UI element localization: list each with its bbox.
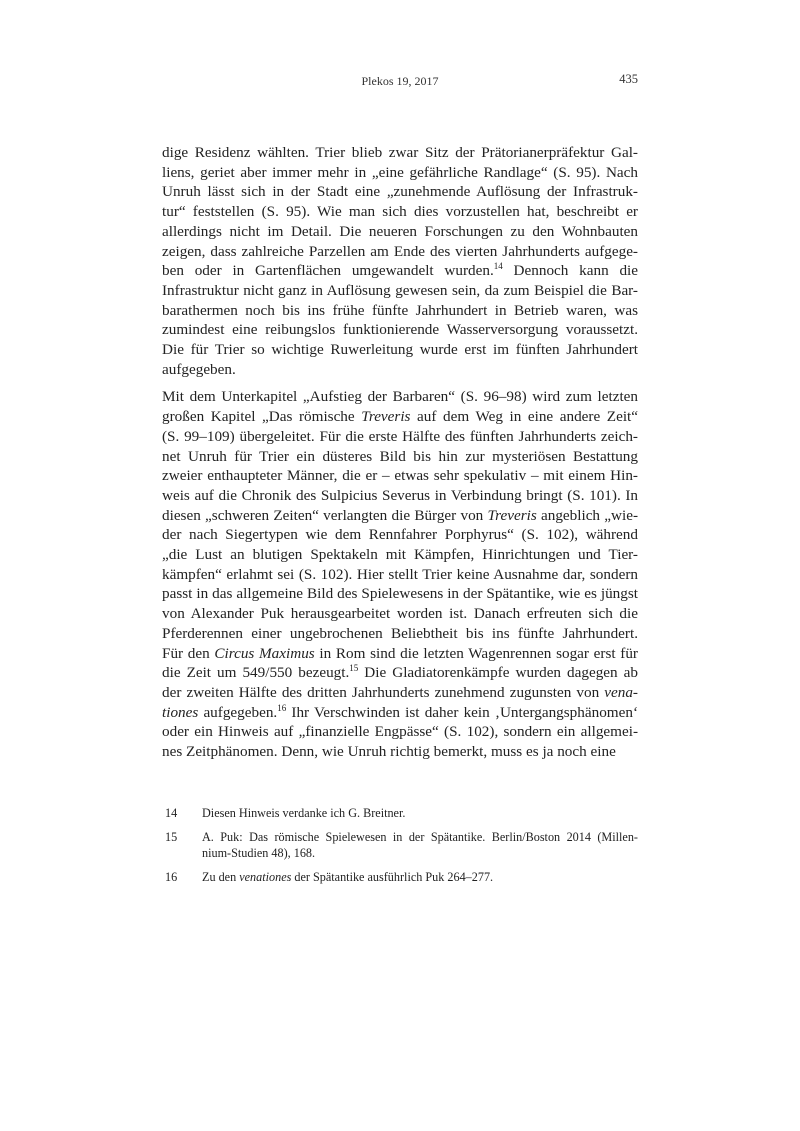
text-line: nium-Studien 48), 168.: [202, 846, 316, 860]
text-line: aufgegeben.: [162, 360, 236, 378]
footnote-16: [165, 869, 638, 885]
page-number: 435: [619, 72, 638, 86]
footnote-15: [165, 829, 638, 861]
text-line: Infrastruktur nicht ganz in Auflösung gewesen sein, da zum Beispiel die Bar-: [162, 281, 638, 299]
text-line: passt in das allgemeine Bild des Spielewesens in der Spätantike, wie es jüngst: [162, 585, 638, 603]
text-line: diesen „schweren Zeiten“ verlangten die Bürger von Treveris angeblich „wie-: [162, 506, 639, 524]
italic-term: Treveris: [361, 408, 411, 426]
text-line: tur“ feststellen (S. 95). Wie man sich dies vorzustellen hat, beschreibt er: [162, 203, 638, 221]
footnote-text: [202, 869, 638, 885]
text-line: zweier enthaupteter Männer, die er – etwas sehr spekulativ – mit einem Hin-: [162, 467, 638, 485]
text-line: „die Lust an blutigen Spektakeln mit Kämpfen, Hinrichtungen und Tier-: [162, 546, 638, 564]
page-header: [0, 74, 800, 94]
text-line: A. Puk: Das römische Spielewesen in der Spätantike. Berlin/Boston 2014 (Millen-: [202, 830, 638, 844]
text-line: der nach Siegertypen wie dem Rennfahrer Porphyrus“ (S. 102), während: [162, 526, 638, 544]
text-line: dige Residenz wählten. Trier blieb zwar Sitz der Prätorianerpräfektur Gal-: [162, 144, 638, 161]
italic-term: Treveris: [487, 506, 537, 524]
text-line: liens, geriet aber immer mehr in „eine gefährliche Randlage“ (S. 95). Nach: [162, 163, 638, 181]
footnote-ref: 14: [493, 261, 503, 272]
text-line: ben oder in Gartenflächen umgewandelt wurden.$^{14}$ Dennoch kann die: [162, 261, 639, 280]
text-line: zumindest eine reibungslos funktionierende Wasserversorgung voraussetzt.: [162, 321, 638, 339]
text-line: Die für Trier so wichtige Ruwerleitung wurde erst im fünften Jahrhundert: [162, 341, 638, 359]
footnote-text: [202, 805, 638, 821]
text-line: zeigen, dass zahlreiche Parzellen am Ende des vierten Jahrhunderts aufgege-: [162, 242, 638, 260]
footnote-number: 15: [165, 830, 178, 844]
text-line: der zweiten Hälfte des dritten Jahrhunderts zunehmend zugunsten von vena-: [162, 683, 638, 701]
body-text: [162, 143, 638, 762]
text-line: Unruh lässt sich in der Stadt eine „zunehmende Auflösung der Infrastruk-: [162, 183, 638, 201]
text-line: Pferderennen einer ungebrochenen Beliebtheit bis ins fünfte Jahrhundert.: [162, 624, 638, 642]
footnote-14: [165, 805, 638, 821]
italic-term: venationes: [239, 870, 292, 884]
text-line: Mit dem Unterkapitel „Aufstieg der Barbaren“ (S. 96–98) wird zum letzten: [162, 388, 638, 406]
footnotes: [165, 805, 638, 893]
footnote-ref: 15: [349, 663, 359, 674]
italic-term: tiones: [162, 703, 199, 721]
footnote-ref: 16: [277, 702, 287, 713]
text-line: Zu den venationes der Spätantike ausführlich Puk 264–277.: [202, 870, 494, 884]
paragraph-1: [162, 143, 638, 379]
italic-term: Circus Maximus: [214, 644, 315, 662]
text-line: weis auf die Chronik des Sulpicius Severus in Verbindung bringt (S. 101). In: [162, 486, 638, 504]
text-line: nes Zeitphänomen. Denn, wie Unruh richtig bemerkt, muss es ja noch eine: [162, 743, 616, 761]
footnote-number: 14: [165, 806, 178, 820]
text-line: allerdings nicht im Detail. Die neueren Forschungen zu den Wohnbauten: [162, 222, 638, 240]
text-line: Für den Circus Maximus in Rom sind die letzten Wagenrennen sogar erst für: [162, 644, 638, 662]
text-line: tiones aufgegeben.$^{16}$ Ihr Verschwinden ist daher kein ‚Untergangsphänomen‘: [162, 702, 638, 721]
text-line: net Unruh für Trier ein düsteres Bild bis hin zur mysteriösen Bestattung: [162, 447, 638, 465]
paragraph-2: [162, 387, 638, 761]
text-line: barathermen noch bis ins frühe fünfte Jahrhundert in Betrieb waren, was: [162, 301, 638, 319]
running-head: Plekos 19, 2017: [361, 74, 439, 88]
text-line: die Zeit um 549/550 bezeugt.$^{15}$ Die Gladiatorenkämpfe wurden dagegen ab: [162, 663, 638, 682]
text-line: von Alexander Puk herausgearbeitet worden ist. Danach erfreuten sich die: [162, 605, 638, 623]
text-line: Diesen Hinweis verdanke ich G. Breitner.: [202, 806, 406, 820]
footnote-text: [202, 829, 638, 861]
text-line: großen Kapitel „Das römische Treveris auf dem Weg in eine andere Zeit“: [162, 408, 639, 426]
footnote-number: 16: [165, 870, 178, 884]
text-line: kämpfen“ erlahmt sei (S. 102). Hier stellt Trier keine Ausnahme dar, sondern: [162, 565, 638, 583]
italic-term: vena-: [604, 683, 638, 701]
text-line: oder ein Hinweis auf „finanzielle Engpässe“ (S. 102), sondern ein allgemei-: [162, 723, 638, 741]
text-line: (S. 99–109) übergeleitet. Für die erste Hälfte des fünften Jahrhunderts zeich-: [162, 427, 638, 445]
